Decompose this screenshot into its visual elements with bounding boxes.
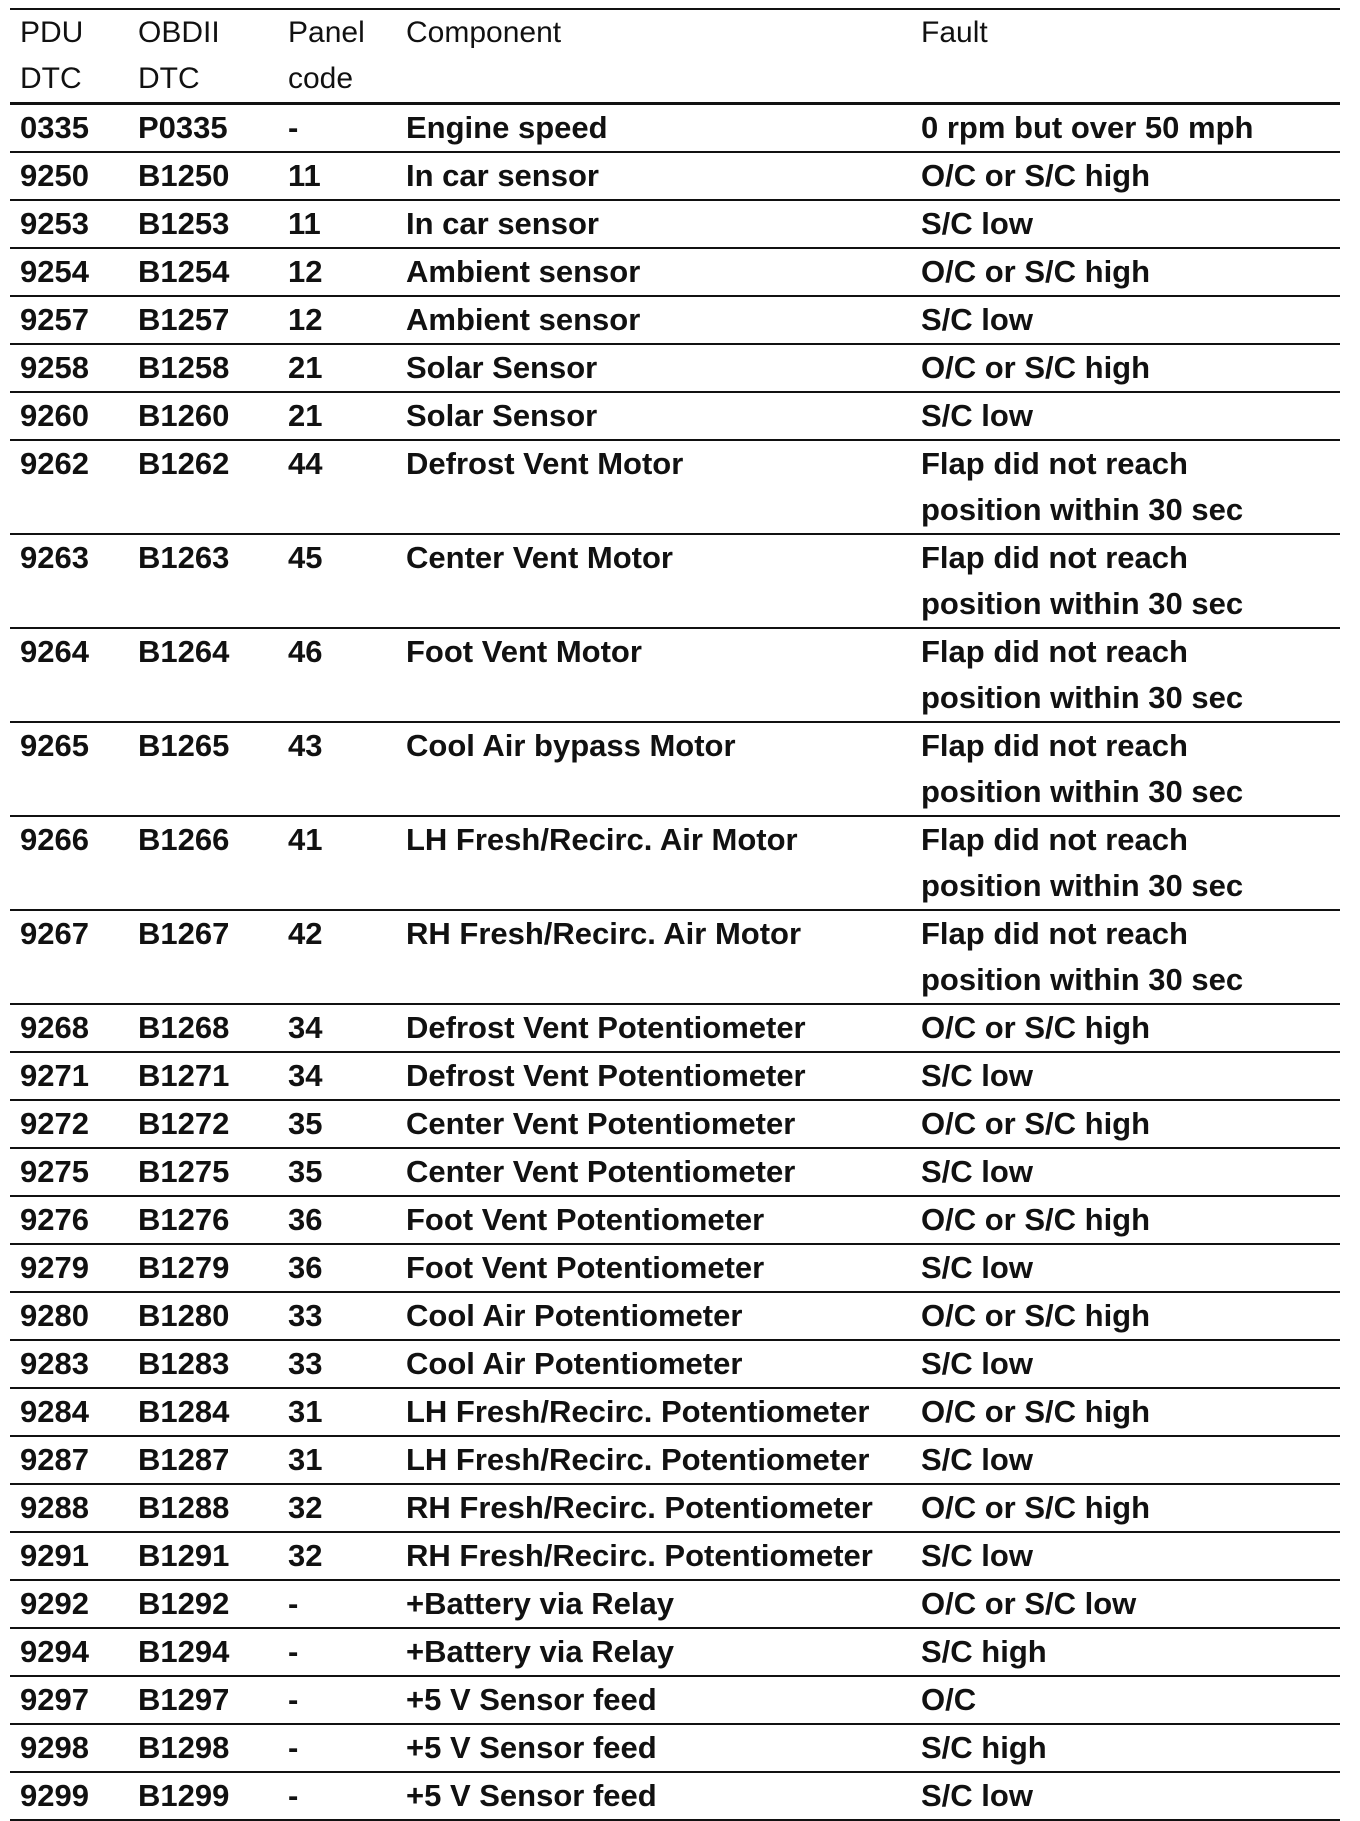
- cell-panel-code: 33: [278, 1340, 396, 1388]
- cell-component: LH Fresh/Recirc. Potentiometer: [396, 1388, 911, 1436]
- table-header: [10, 9, 1340, 104]
- fault-line: S/C high: [921, 1730, 1047, 1765]
- fault-line: O/C or S/C high: [921, 1106, 1151, 1141]
- cell-pdu-dtc: 9260: [10, 392, 128, 440]
- table-row: [10, 1388, 1340, 1436]
- cell-fault: [911, 1532, 1340, 1580]
- cell-pdu-dtc: 9275: [10, 1148, 128, 1196]
- fault-line: S/C low: [921, 1538, 1033, 1573]
- table-row: [10, 152, 1340, 200]
- cell-fault: [911, 1100, 1340, 1148]
- cell-component: Center Vent Potentiometer: [396, 1148, 911, 1196]
- cell-fault: [911, 1052, 1340, 1100]
- cell-pdu-dtc: 9279: [10, 1244, 128, 1292]
- cell-component: Ambient sensor: [396, 248, 911, 296]
- cell-panel-code: -: [278, 1724, 396, 1772]
- cell-component: Ambient sensor: [396, 296, 911, 344]
- fault-line: position within 30 sec: [921, 492, 1244, 527]
- table-row: [10, 1436, 1340, 1484]
- fault-line: S/C low: [921, 398, 1033, 433]
- cell-pdu-dtc: 9258: [10, 344, 128, 392]
- cell-pdu-dtc: 9253: [10, 200, 128, 248]
- cell-panel-code: -: [278, 104, 396, 153]
- cell-component: RH Fresh/Recirc. Potentiometer: [396, 1484, 911, 1532]
- cell-obdii-dtc: B1283: [128, 1340, 278, 1388]
- fault-line: position within 30 sec: [921, 868, 1244, 903]
- cell-obdii-dtc: B1250: [128, 152, 278, 200]
- table-row: [10, 1292, 1340, 1340]
- cell-panel-code: 35: [278, 1148, 396, 1196]
- cell-pdu-dtc: 9292: [10, 1580, 128, 1628]
- cell-component: Solar Sensor: [396, 344, 911, 392]
- cell-panel-code: -: [278, 1676, 396, 1724]
- cell-obdii-dtc: B1253: [128, 200, 278, 248]
- fault-line: S/C high: [921, 1634, 1047, 1669]
- cell-obdii-dtc: B1260: [128, 392, 278, 440]
- cell-obdii-dtc: B1297: [128, 1676, 278, 1724]
- fault-line: Flap did not reach: [921, 634, 1188, 669]
- header-pdu-line-2: DTC: [20, 62, 82, 95]
- cell-component: In car sensor: [396, 152, 911, 200]
- header-obdii-line-1: OBDII: [138, 16, 220, 49]
- cell-pdu-dtc: 9272: [10, 1100, 128, 1148]
- cell-component: Cool Air bypass Motor: [396, 722, 911, 816]
- cell-panel-code: 42: [278, 910, 396, 1004]
- table-row: [10, 440, 1340, 534]
- cell-panel-code: 32: [278, 1484, 396, 1532]
- table-row: [10, 628, 1340, 722]
- cell-pdu-dtc: 9262: [10, 440, 128, 534]
- dtc-table: [10, 8, 1340, 1821]
- cell-pdu-dtc: 9288: [10, 1484, 128, 1532]
- cell-fault: [911, 1676, 1340, 1724]
- cell-pdu-dtc: 9263: [10, 534, 128, 628]
- cell-panel-code: 11: [278, 152, 396, 200]
- fault-line: O/C or S/C high: [921, 254, 1151, 289]
- fault-line: O/C or S/C high: [921, 1298, 1151, 1333]
- table-row: [10, 1772, 1340, 1820]
- cell-panel-code: 41: [278, 816, 396, 910]
- fault-line: S/C low: [921, 1058, 1033, 1093]
- cell-component: Foot Vent Potentiometer: [396, 1196, 911, 1244]
- cell-pdu-dtc: 9280: [10, 1292, 128, 1340]
- fault-line: Flap did not reach: [921, 540, 1188, 575]
- fault-line: S/C low: [921, 1778, 1033, 1813]
- cell-pdu-dtc: 9294: [10, 1628, 128, 1676]
- cell-component: Foot Vent Potentiometer: [396, 1244, 911, 1292]
- header-panel-line-1: Panel: [288, 16, 365, 49]
- fault-line: O/C or S/C high: [921, 1202, 1151, 1237]
- fault-line: O/C or S/C high: [921, 1490, 1151, 1525]
- cell-obdii-dtc: B1268: [128, 1004, 278, 1052]
- table-row: [10, 1484, 1340, 1532]
- cell-panel-code: 45: [278, 534, 396, 628]
- table-row: [10, 200, 1340, 248]
- table-row: [10, 296, 1340, 344]
- cell-pdu-dtc: 9297: [10, 1676, 128, 1724]
- table-row: [10, 1052, 1340, 1100]
- header-component: Component: [396, 9, 911, 104]
- cell-pdu-dtc: 9268: [10, 1004, 128, 1052]
- table-row: [10, 1532, 1340, 1580]
- cell-component: Engine speed: [396, 104, 911, 153]
- cell-fault: [911, 1196, 1340, 1244]
- table-row: [10, 1196, 1340, 1244]
- cell-component: LH Fresh/Recirc. Air Motor: [396, 816, 911, 910]
- cell-component: Center Vent Potentiometer: [396, 1100, 911, 1148]
- cell-obdii-dtc: B1262: [128, 440, 278, 534]
- cell-fault: [911, 296, 1340, 344]
- cell-fault: [911, 910, 1340, 1004]
- cell-obdii-dtc: B1275: [128, 1148, 278, 1196]
- fault-line: O/C or S/C high: [921, 1010, 1151, 1045]
- fault-line: position within 30 sec: [921, 680, 1244, 715]
- table-row: [10, 392, 1340, 440]
- cell-pdu-dtc: 9266: [10, 816, 128, 910]
- cell-panel-code: -: [278, 1772, 396, 1820]
- header-obdii-line-2: DTC: [138, 62, 200, 95]
- table-row: [10, 534, 1340, 628]
- header-pdu-dtc: [10, 9, 128, 104]
- cell-obdii-dtc: B1287: [128, 1436, 278, 1484]
- cell-panel-code: 12: [278, 296, 396, 344]
- cell-panel-code: 36: [278, 1196, 396, 1244]
- cell-panel-code: 46: [278, 628, 396, 722]
- table-row: [10, 248, 1340, 296]
- cell-fault: [911, 200, 1340, 248]
- cell-obdii-dtc: B1288: [128, 1484, 278, 1532]
- fault-line: O/C or S/C high: [921, 1394, 1151, 1429]
- cell-obdii-dtc: B1254: [128, 248, 278, 296]
- cell-panel-code: 32: [278, 1532, 396, 1580]
- cell-fault: [911, 440, 1340, 534]
- cell-obdii-dtc: B1292: [128, 1580, 278, 1628]
- fault-line: S/C low: [921, 1154, 1033, 1189]
- cell-panel-code: 31: [278, 1436, 396, 1484]
- table-row: [10, 104, 1340, 153]
- table-row: [10, 722, 1340, 816]
- table-row: [10, 910, 1340, 1004]
- table-row: [10, 1724, 1340, 1772]
- cell-component: +5 V Sensor feed: [396, 1772, 911, 1820]
- cell-obdii-dtc: B1271: [128, 1052, 278, 1100]
- cell-panel-code: 31: [278, 1388, 396, 1436]
- cell-fault: [911, 1580, 1340, 1628]
- cell-pdu-dtc: 9276: [10, 1196, 128, 1244]
- cell-fault: [911, 722, 1340, 816]
- cell-panel-code: 11: [278, 200, 396, 248]
- cell-fault: [911, 628, 1340, 722]
- cell-obdii-dtc: B1267: [128, 910, 278, 1004]
- fault-line: Flap did not reach: [921, 728, 1188, 763]
- header-obdii-dtc: [128, 9, 278, 104]
- cell-obdii-dtc: B1276: [128, 1196, 278, 1244]
- cell-panel-code: 34: [278, 1052, 396, 1100]
- cell-component: In car sensor: [396, 200, 911, 248]
- cell-pdu-dtc: 9250: [10, 152, 128, 200]
- cell-panel-code: -: [278, 1628, 396, 1676]
- fault-line: Flap did not reach: [921, 822, 1188, 857]
- cell-component: Foot Vent Motor: [396, 628, 911, 722]
- cell-panel-code: -: [278, 1580, 396, 1628]
- fault-line: Flap did not reach: [921, 916, 1188, 951]
- cell-component: Cool Air Potentiometer: [396, 1340, 911, 1388]
- cell-obdii-dtc: B1294: [128, 1628, 278, 1676]
- fault-line: S/C low: [921, 1250, 1033, 1285]
- cell-fault: [911, 1004, 1340, 1052]
- cell-obdii-dtc: B1257: [128, 296, 278, 344]
- header-pdu-line-1: PDU: [20, 16, 84, 49]
- cell-obdii-dtc: B1266: [128, 816, 278, 910]
- table-row: [10, 1628, 1340, 1676]
- cell-fault: [911, 1436, 1340, 1484]
- header-panel-line-2: code: [288, 62, 354, 95]
- table-row: [10, 1244, 1340, 1292]
- cell-component: +Battery via Relay: [396, 1580, 911, 1628]
- fault-line: O/C or S/C low: [921, 1586, 1137, 1621]
- cell-obdii-dtc: B1291: [128, 1532, 278, 1580]
- fault-line: position within 30 sec: [921, 962, 1244, 997]
- table-row: [10, 344, 1340, 392]
- cell-pdu-dtc: 9267: [10, 910, 128, 1004]
- cell-component: Defrost Vent Potentiometer: [396, 1052, 911, 1100]
- cell-fault: [911, 344, 1340, 392]
- cell-component: Solar Sensor: [396, 392, 911, 440]
- cell-fault: [911, 534, 1340, 628]
- cell-obdii-dtc: B1272: [128, 1100, 278, 1148]
- cell-panel-code: 33: [278, 1292, 396, 1340]
- cell-panel-code: 21: [278, 392, 396, 440]
- cell-pdu-dtc: 9265: [10, 722, 128, 816]
- cell-component: RH Fresh/Recirc. Potentiometer: [396, 1532, 911, 1580]
- cell-panel-code: 43: [278, 722, 396, 816]
- fault-line: O/C or S/C high: [921, 350, 1151, 385]
- cell-obdii-dtc: B1280: [128, 1292, 278, 1340]
- table-row: [10, 1340, 1340, 1388]
- cell-panel-code: 34: [278, 1004, 396, 1052]
- cell-fault: [911, 248, 1340, 296]
- fault-line: S/C low: [921, 1442, 1033, 1477]
- cell-fault: [911, 1484, 1340, 1532]
- header-panel-code: [278, 9, 396, 104]
- cell-fault: [911, 1340, 1340, 1388]
- cell-panel-code: 12: [278, 248, 396, 296]
- fault-line: 0 rpm but over 50 mph: [921, 110, 1254, 145]
- cell-obdii-dtc: B1298: [128, 1724, 278, 1772]
- fault-line: O/C or S/C high: [921, 158, 1151, 193]
- table-row: [10, 1148, 1340, 1196]
- cell-fault: [911, 1628, 1340, 1676]
- cell-fault: [911, 152, 1340, 200]
- cell-panel-code: 36: [278, 1244, 396, 1292]
- cell-fault: [911, 104, 1340, 153]
- cell-panel-code: 21: [278, 344, 396, 392]
- fault-line: S/C low: [921, 1346, 1033, 1381]
- cell-component: Center Vent Motor: [396, 534, 911, 628]
- fault-line: S/C low: [921, 206, 1033, 241]
- table-row: [10, 1676, 1340, 1724]
- cell-pdu-dtc: 9283: [10, 1340, 128, 1388]
- cell-obdii-dtc: B1263: [128, 534, 278, 628]
- cell-fault: [911, 1244, 1340, 1292]
- cell-pdu-dtc: 0335: [10, 104, 128, 153]
- cell-pdu-dtc: 9284: [10, 1388, 128, 1436]
- table-row: [10, 1580, 1340, 1628]
- cell-obdii-dtc: B1299: [128, 1772, 278, 1820]
- cell-component: +5 V Sensor feed: [396, 1724, 911, 1772]
- cell-obdii-dtc: B1279: [128, 1244, 278, 1292]
- cell-component: Cool Air Potentiometer: [396, 1292, 911, 1340]
- cell-fault: [911, 1772, 1340, 1820]
- cell-component: LH Fresh/Recirc. Potentiometer: [396, 1436, 911, 1484]
- cell-fault: [911, 392, 1340, 440]
- fault-line: O/C: [921, 1682, 977, 1717]
- cell-fault: [911, 1388, 1340, 1436]
- cell-panel-code: 35: [278, 1100, 396, 1148]
- header-fault: Fault: [911, 9, 1340, 104]
- fault-line: S/C low: [921, 302, 1033, 337]
- cell-obdii-dtc: B1264: [128, 628, 278, 722]
- table-body: [10, 104, 1340, 1821]
- cell-fault: [911, 1148, 1340, 1196]
- cell-pdu-dtc: 9299: [10, 1772, 128, 1820]
- cell-pdu-dtc: 9287: [10, 1436, 128, 1484]
- fault-line: position within 30 sec: [921, 586, 1244, 621]
- cell-fault: [911, 816, 1340, 910]
- cell-pdu-dtc: 9257: [10, 296, 128, 344]
- cell-pdu-dtc: 9298: [10, 1724, 128, 1772]
- cell-component: +Battery via Relay: [396, 1628, 911, 1676]
- cell-component: RH Fresh/Recirc. Air Motor: [396, 910, 911, 1004]
- fault-line: position within 30 sec: [921, 774, 1244, 809]
- cell-fault: [911, 1292, 1340, 1340]
- dtc-document: [10, 8, 1340, 1821]
- cell-component: Defrost Vent Motor: [396, 440, 911, 534]
- table-row: [10, 816, 1340, 910]
- table-row: [10, 1004, 1340, 1052]
- cell-pdu-dtc: 9291: [10, 1532, 128, 1580]
- fault-line: Flap did not reach: [921, 446, 1188, 481]
- cell-fault: [911, 1724, 1340, 1772]
- cell-obdii-dtc: B1284: [128, 1388, 278, 1436]
- cell-pdu-dtc: 9254: [10, 248, 128, 296]
- cell-obdii-dtc: B1258: [128, 344, 278, 392]
- cell-component: Defrost Vent Potentiometer: [396, 1004, 911, 1052]
- cell-component: +5 V Sensor feed: [396, 1676, 911, 1724]
- cell-obdii-dtc: P0335: [128, 104, 278, 153]
- cell-pdu-dtc: 9271: [10, 1052, 128, 1100]
- cell-obdii-dtc: B1265: [128, 722, 278, 816]
- table-row: [10, 1100, 1340, 1148]
- cell-pdu-dtc: 9264: [10, 628, 128, 722]
- cell-panel-code: 44: [278, 440, 396, 534]
